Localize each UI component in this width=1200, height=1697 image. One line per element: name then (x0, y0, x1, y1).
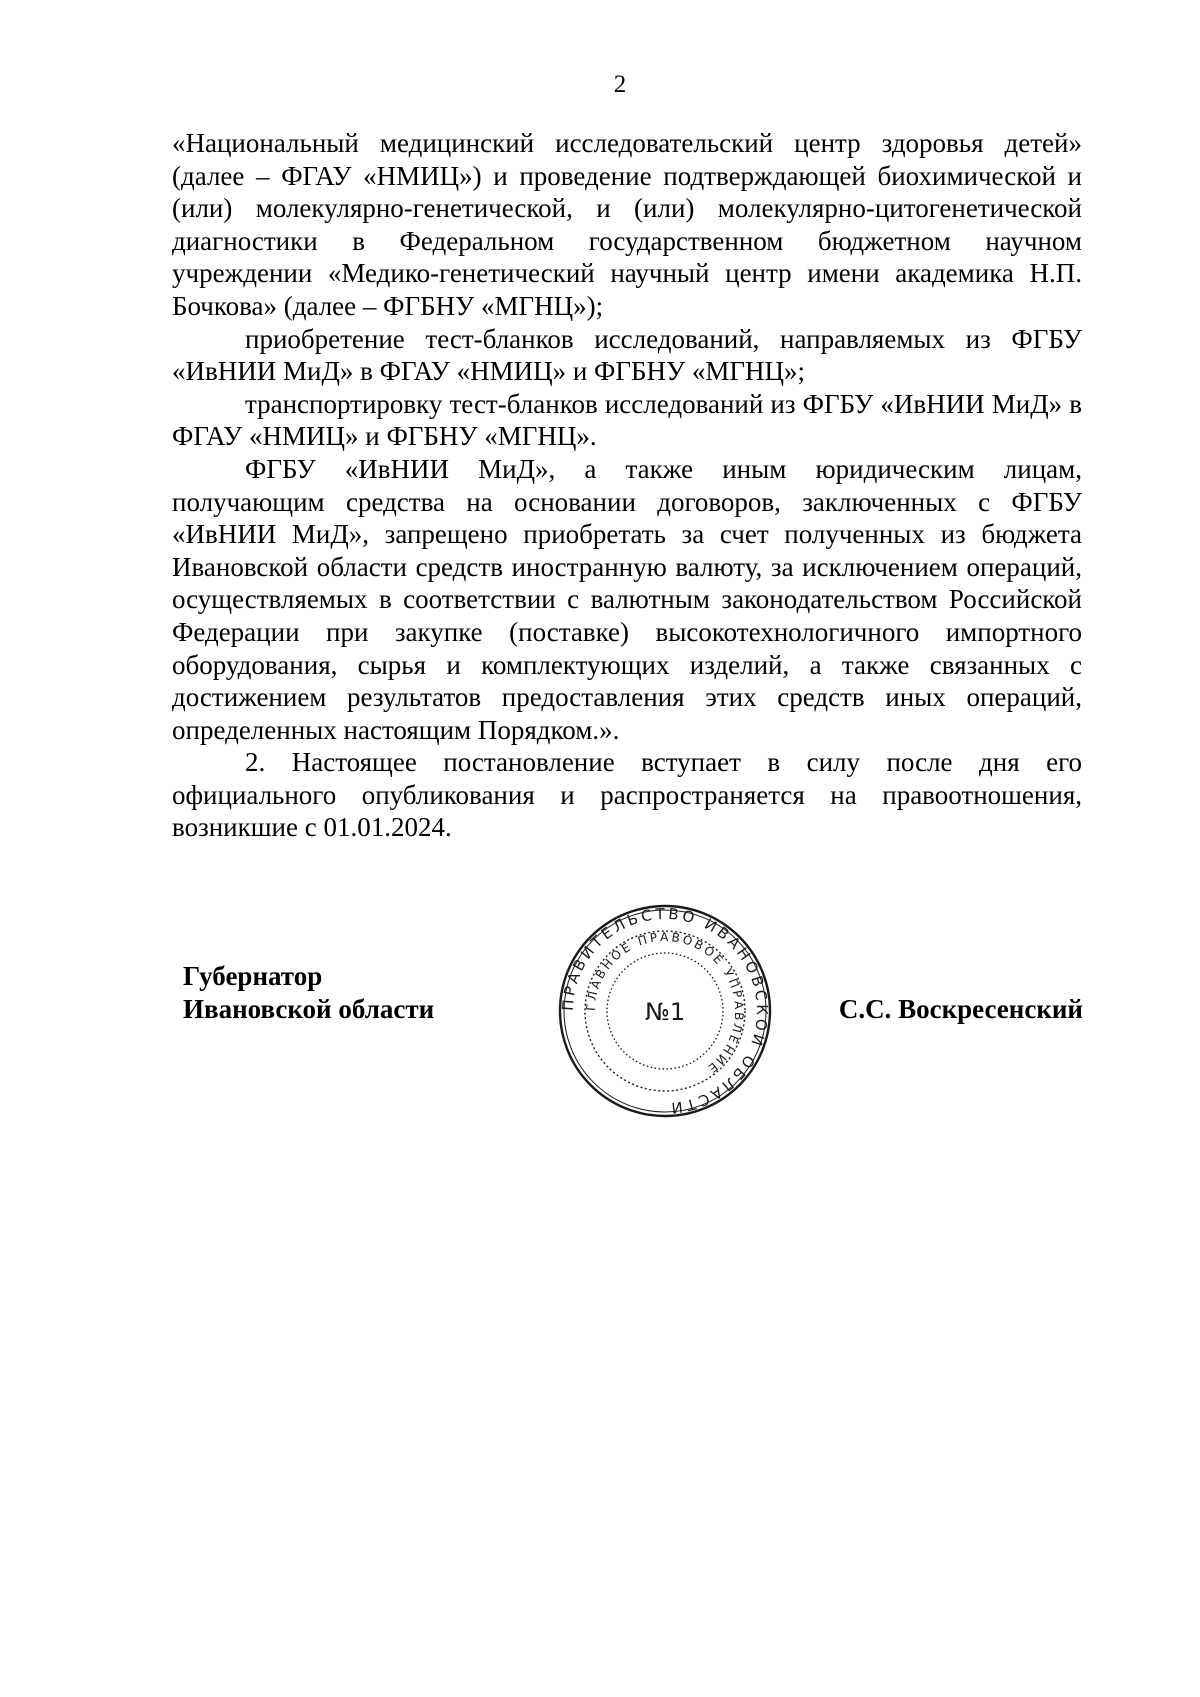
seal-inner-text: ГЛАВНОЕ ПРАВОВОЕ УПРАВЛЕНИЕ (583, 929, 747, 1077)
signatory-title-line: Губернатор (183, 961, 323, 991)
official-seal (556, 902, 774, 1120)
body-paragraph: ФГБУ «ИвНИИ МиД», а также иным юридическим лицам, получающим средства на основании договоров, заключенных с ФГБУ «ИвНИИ МиД», запрещено приобретать за счет полученных из бюджета Ивановской области средств иностранную валюту, за исключением операций, осуществляемых в соответствии с валютным законодательством Российской Федерации при закупке (поставке) высокотехнологичного импортного оборудования, сырья и комплектующих изделий, а также связанных с достижением результатов предоставления этих средств иных операций, определенных настоящим Порядком.». (172, 453, 1082, 745)
signatory-title (183, 960, 434, 1026)
body-paragraph: транспортировку тест-бланков исследований из ФГБУ «ИвНИИ МиД» в ФГАУ «НМИЦ» и ФГБНУ «МГНЦ». (172, 388, 1082, 452)
document-body (172, 127, 1082, 844)
body-paragraph: приобретение тест-бланков исследований, направляемых из ФГБУ «ИвНИИ МиД» в ФГАУ «НМИЦ» и ФГБНУ «МГНЦ»; (172, 323, 1082, 387)
body-paragraph: «Национальный медицинский исследовательский центр здоровья детей» (далее – ФГАУ «НМИЦ») и проведение подтверждающей биохимической и (или) молекулярно-генетической, и (или) молекулярно-цитогенетической диагностики в Федеральном государственном бюджетном научном учреждении «Медико-генетический научный центр имени академика Н.П. Бочкова» (далее – ФГБНУ «МГНЦ»); (172, 128, 1082, 321)
seal-number: №1 (644, 998, 686, 1026)
body-paragraph: 2. Настоящее постановление вступает в силу после дня его официального опубликования и распространяется на правоотношения, возникшие с 01.01.2024. (172, 747, 1082, 843)
signatory-title-line: Ивановской области (183, 994, 435, 1024)
signatory-name: С.С. Воскресенский (838, 994, 1083, 1024)
page-number: 2 (613, 71, 627, 98)
seal-outer-text: ПРАВИТЕЛЬСТВО ИВАНОВСКОЙ ОБЛАСТИ (558, 904, 772, 1118)
